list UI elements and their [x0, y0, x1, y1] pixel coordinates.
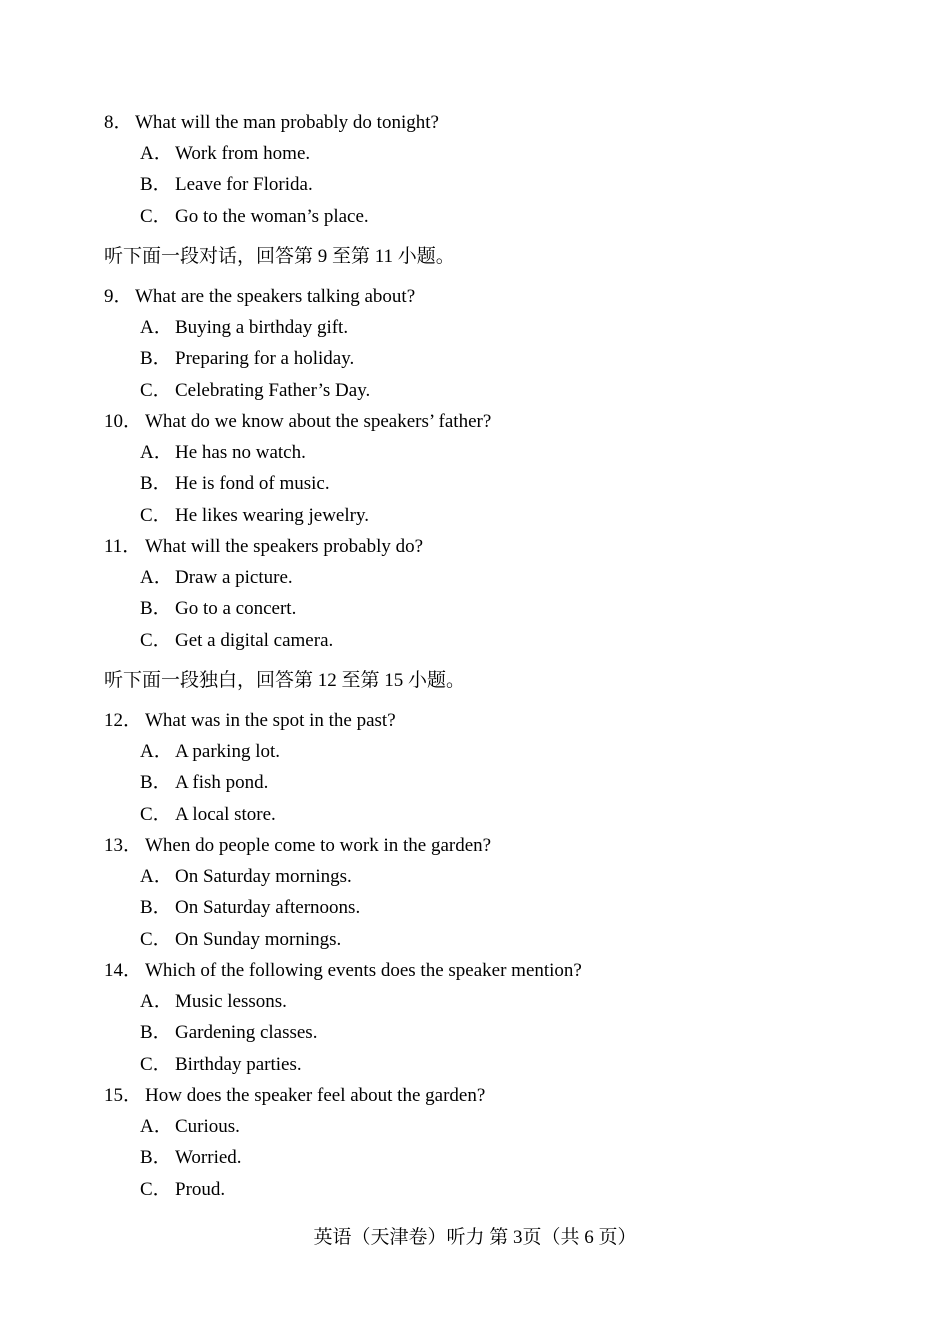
option-label: C． [140, 804, 172, 825]
option-label: C． [140, 206, 172, 227]
option-label: C． [140, 1179, 172, 1200]
option-label: A． [140, 567, 173, 588]
question-text: What will the man probably do tonight? [135, 112, 439, 133]
option-label: B． [140, 1147, 172, 1168]
option-text: He likes wearing jewelry. [175, 505, 369, 526]
question-text: What was in the spot in the past? [145, 710, 396, 731]
option-12c [140, 804, 276, 826]
option-text: On Saturday afternoons. [175, 897, 361, 918]
option-9a [140, 317, 348, 339]
option-text: Go to a concert. [175, 598, 297, 619]
question-text: What will the speakers probably do? [145, 536, 424, 557]
option-label: A． [140, 1116, 173, 1137]
option-13c [140, 929, 341, 951]
option-label: B． [140, 897, 172, 918]
option-13a [140, 866, 352, 888]
instruction-monologue: 听下面一段独白，回答第 12 至第 15 小题。 [104, 670, 466, 691]
option-text: Preparing for a holiday. [175, 348, 355, 369]
instruction-dialogue: 听下面一段对话，回答第 9 至第 11 小题。 [104, 246, 455, 267]
option-text: Gardening classes. [175, 1022, 318, 1043]
option-text: Birthday parties. [175, 1054, 302, 1075]
option-text: Draw a picture. [175, 567, 293, 588]
option-15a [140, 1116, 240, 1138]
option-14a [140, 991, 287, 1013]
option-text: Worried. [175, 1147, 242, 1168]
question-number: 10． [104, 411, 143, 432]
question-13 [104, 835, 491, 857]
option-13b [140, 897, 360, 919]
option-8c [140, 206, 369, 228]
option-15b [140, 1147, 242, 1169]
option-11b [140, 598, 296, 620]
question-11 [104, 536, 423, 558]
option-label: A． [140, 317, 173, 338]
option-8a [140, 143, 310, 165]
question-text: When do people come to work in the garden? [145, 835, 492, 856]
question-text: Which of the following events does the speaker mention? [145, 960, 582, 981]
option-text: Music lessons. [175, 991, 287, 1012]
option-text: Curious. [175, 1116, 240, 1137]
option-text: He is fond of music. [175, 473, 330, 494]
option-label: B． [140, 348, 172, 369]
option-11a [140, 567, 293, 589]
option-12b [140, 772, 268, 794]
option-label: B． [140, 473, 172, 494]
option-text: Leave for Florida. [175, 174, 313, 195]
option-text: Work from home. [175, 143, 311, 164]
option-label: C． [140, 380, 172, 401]
question-number: 8． [104, 112, 133, 133]
option-11c [140, 630, 333, 652]
option-text: Go to the woman’s place. [175, 206, 369, 227]
option-label: C． [140, 1054, 172, 1075]
option-text: Celebrating Father’s Day. [175, 380, 371, 401]
option-14b [140, 1022, 317, 1044]
option-14c [140, 1054, 302, 1076]
option-text: On Saturday mornings. [175, 866, 352, 887]
option-15c [140, 1179, 225, 1201]
question-10 [104, 411, 491, 433]
option-label: A． [140, 442, 173, 463]
option-label: A． [140, 143, 173, 164]
option-text: A local store. [175, 804, 276, 825]
option-label: C． [140, 630, 172, 651]
option-label: A． [140, 866, 173, 887]
option-10c [140, 505, 369, 527]
question-15 [104, 1085, 485, 1107]
option-label: C． [140, 505, 172, 526]
option-text: Buying a birthday gift. [175, 317, 349, 338]
question-12 [104, 710, 396, 732]
option-label: A． [140, 991, 173, 1012]
option-text: He has no watch. [175, 442, 306, 463]
option-text: On Sunday mornings. [175, 929, 342, 950]
question-number: 15． [104, 1085, 143, 1106]
question-text: What are the speakers talking about? [135, 286, 416, 307]
option-12a [140, 741, 280, 763]
option-text: A parking lot. [175, 741, 281, 762]
question-text: What do we know about the speakers’ father? [145, 411, 492, 432]
option-10a [140, 442, 306, 464]
page-footer: 英语（天津卷）听力 第 3页（共 6 页） [313, 1227, 637, 1248]
option-label: B． [140, 1022, 172, 1043]
option-10b [140, 473, 330, 495]
question-number: 13． [104, 835, 143, 856]
option-label: B． [140, 772, 172, 793]
option-label: B． [140, 174, 172, 195]
option-label: B． [140, 598, 172, 619]
option-9b [140, 348, 354, 370]
option-text: Get a digital camera. [175, 630, 334, 651]
option-9c [140, 380, 370, 402]
option-label: A． [140, 741, 173, 762]
option-label: C． [140, 929, 172, 950]
question-number: 9． [104, 286, 133, 307]
question-8 [104, 112, 439, 134]
question-number: 11． [104, 536, 142, 557]
question-14 [104, 960, 582, 982]
question-text: How does the speaker feel about the garden? [145, 1085, 486, 1106]
question-9 [104, 286, 415, 308]
question-number: 12． [104, 710, 143, 731]
option-text: A fish pond. [175, 772, 269, 793]
option-text: Proud. [175, 1179, 226, 1200]
question-number: 14． [104, 960, 143, 981]
option-8b [140, 174, 313, 196]
